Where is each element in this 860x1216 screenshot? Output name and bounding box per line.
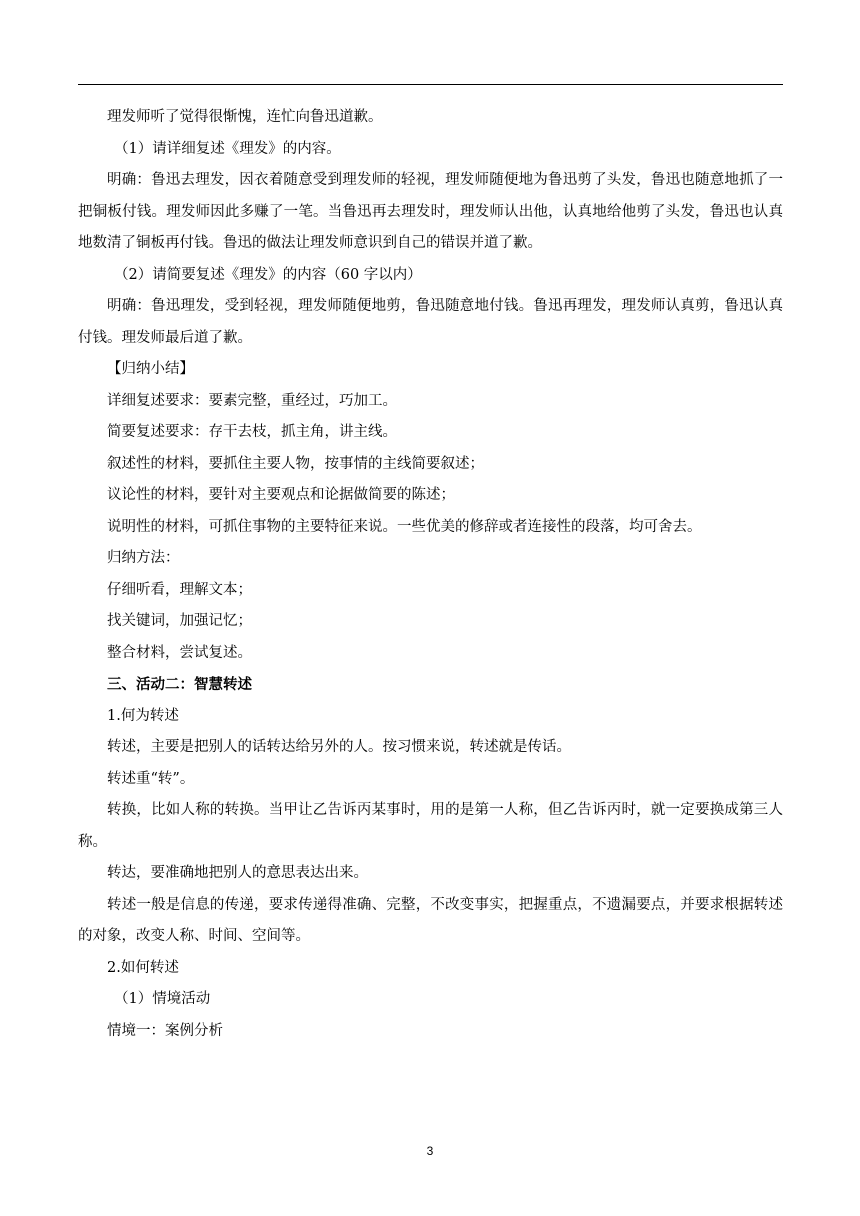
header-rule: [78, 84, 783, 85]
page-number: 3: [426, 1144, 434, 1158]
question-1: （1）请详细复述《理发》的内容。: [114, 140, 341, 157]
subheading-what-is-relay: 1.何为转述: [107, 707, 179, 724]
section-heading-activity-2: 三、活动二：智慧转述: [107, 676, 252, 693]
argumentative-material-note: 议论性的材料，要针对主要观点和论据做简要的陈述；: [107, 487, 455, 503]
document-body: [78, 102, 783, 1047]
answer-1: 明确：鲁迅去理发，因衣着随意受到理发师的轻视，理发师随便地为鲁迅剪了头发，鲁迅也随意地抓了一把铜板付钱。理发师因此多赚了一笔。当鲁迅再去理发时，理发师认出他，认真地给他剪了头发，鲁迅也认真地数清了铜板再付钱。鲁迅的做法让理发师意识到自己的错误并道了歉。: [78, 172, 783, 251]
relay-convey: 转达，要准确地把别人的意思表达出来。: [107, 865, 368, 881]
detailed-retell-requirement: 详细复述要求：要素完整，重经过，巧加工。: [107, 392, 397, 409]
method-step-1: 仔细听看，理解文本；: [107, 581, 252, 598]
method-heading: 归纳方法：: [107, 550, 180, 566]
situation-one: 情境一：案例分析: [107, 1022, 223, 1039]
answer-2: 明确：鲁迅理发，受到轻视，理发师随便地剪，鲁迅随意地付钱。鲁迅再理发，理发师认真剪，鲁迅认真付钱。理发师最后道了歉。: [78, 298, 783, 346]
relay-definition: 转述，主要是把别人的话转达给另外的人。按习惯来说，转述就是传话。: [107, 739, 571, 755]
narrative-material-note: 叙述性的材料，要抓住主要人物，按事情的主线简要叙述；: [107, 455, 484, 472]
brief-retell-requirement: 简要复述要求：存干去枝，抓主角，讲主线。: [107, 424, 397, 440]
method-step-2: 找关键词，加强记忆；: [107, 613, 252, 629]
paragraph-apology: 理发师听了觉得很惭愧，连忙向鲁迅道歉。: [107, 109, 383, 125]
subheading-how-to-relay: 2.如何转述: [107, 959, 179, 976]
relay-conversion: 转换，比如人称的转换。当甲让乙告诉丙某事时，用的是第一人称，但乙告诉丙时，就一定要换成第三人称。: [78, 802, 783, 850]
relay-requirements: 转述一般是信息的传递，要求传递得准确、完整，不改变事实，把握重点，不遗漏要点，并要求根据转述的对象，改变人称、时间、空间等。: [78, 896, 783, 944]
question-2: （2）请简要复述《理发》的内容（60 字以内）: [114, 266, 422, 283]
situational-activity: （1）情境活动: [114, 991, 211, 1007]
summary-heading: 【归纳小结】: [107, 361, 194, 377]
expository-material-note: 说明性的材料，可抓住事物的主要特征来说。一些优美的修辞或者连接性的段落，均可舍去。: [107, 518, 702, 535]
method-step-3: 整合材料，尝试复述。: [107, 644, 252, 661]
relay-emphasis: 转述重“转”。: [107, 770, 195, 787]
